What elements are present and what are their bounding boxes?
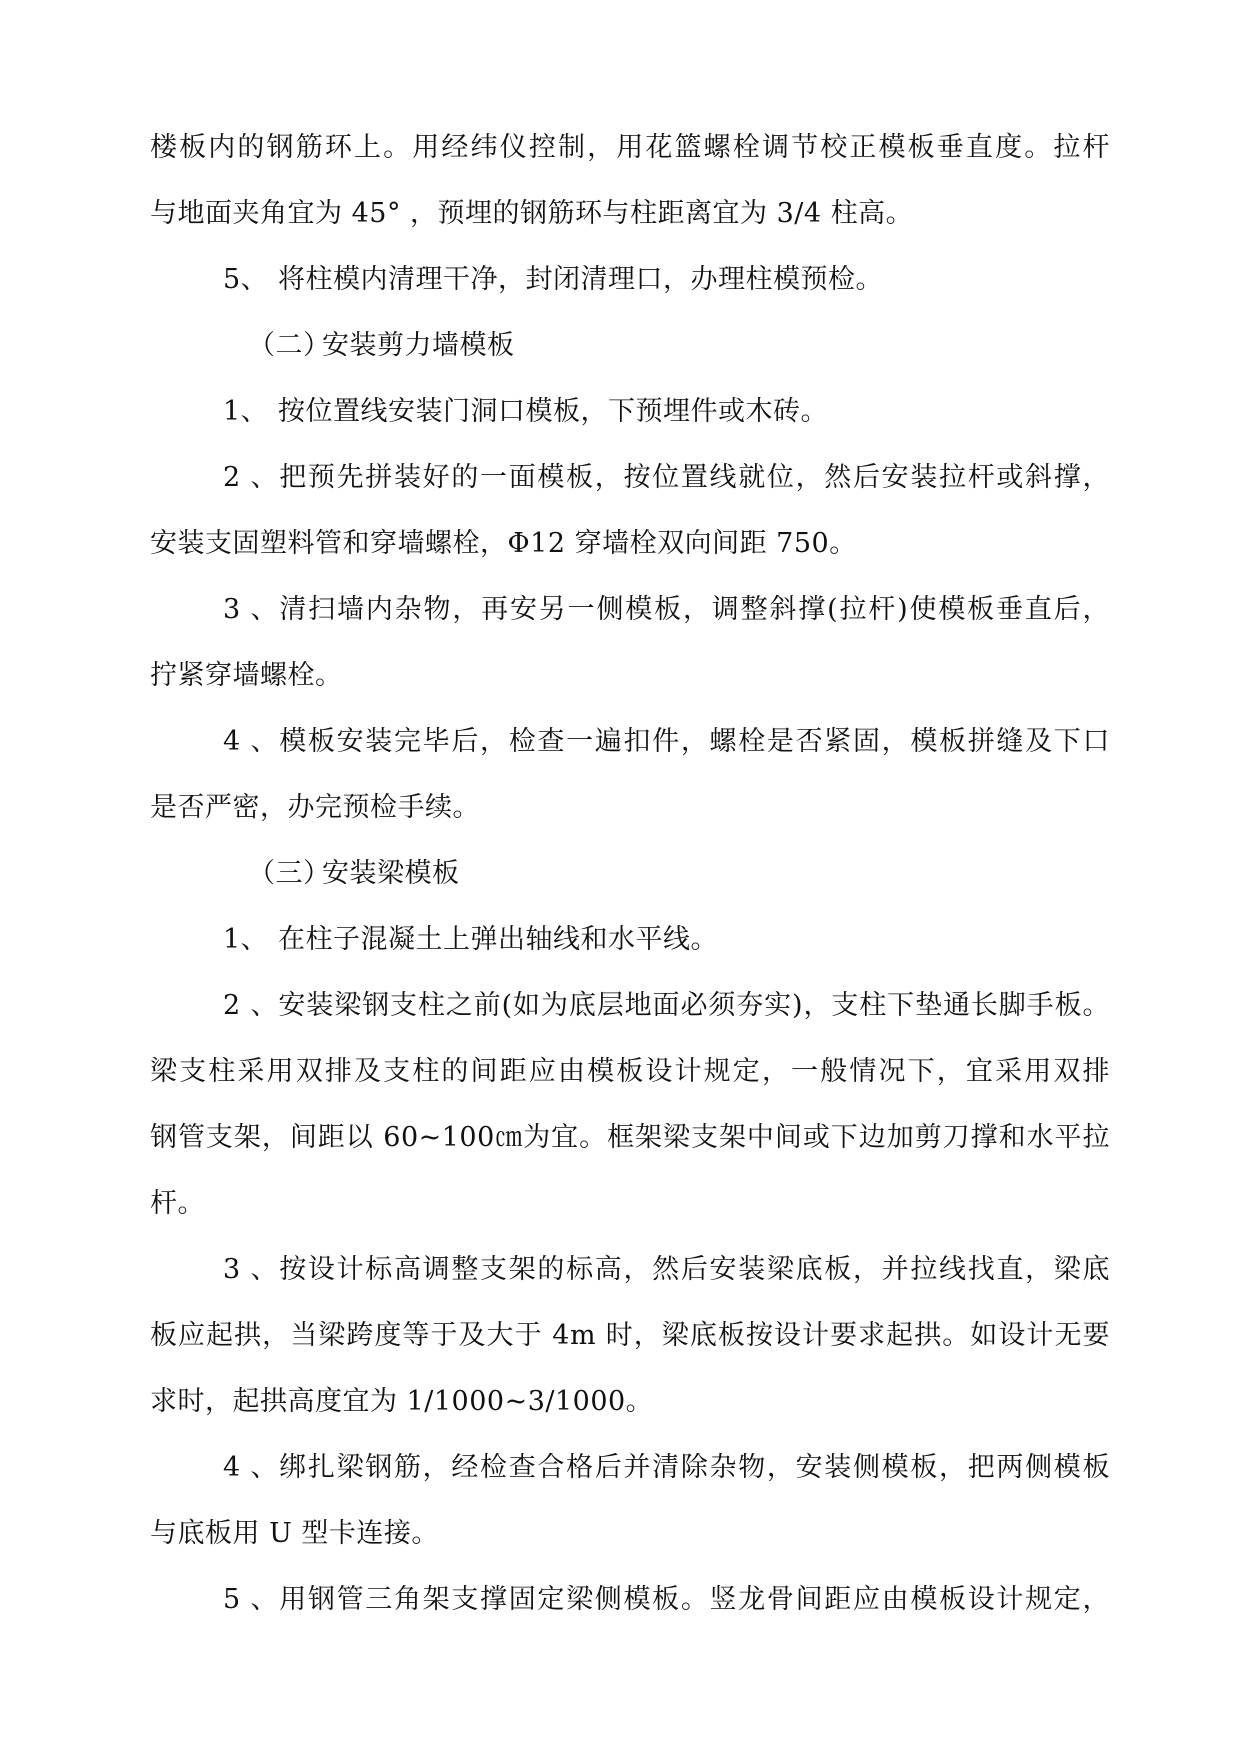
paragraph-line-19: 板应起拱，当梁跨度等于及大于 4m 时，梁底板按设计要求起拱。如设计无要 [150, 1320, 1110, 1351]
paragraph-line-2: 与地面夹角宜为 45° ，预埋的钢筋环与柱距离宜为 3/4 柱高。 [150, 198, 914, 229]
paragraph-line-20: 求时，起拱高度宜为 1/1000~3/1000。 [150, 1386, 654, 1417]
list-item-3-wall: 3、清扫墙内杂物，再安另一侧模板，调整斜撑(拉杆)使模板垂直后， [223, 594, 1110, 625]
list-item-1-wall: 1、 按位置线安装门洞口模板，下预埋件或木砖。 [223, 396, 828, 427]
paragraph-line-17: 杆。 [150, 1188, 205, 1219]
list-item-3-beam: 3、按设计标高调整支架的标高，然后安装梁底板，并拉线找直，梁底 [223, 1254, 1110, 1285]
list-item-5-beam: 5、用钢管三角架支撑固定梁侧模板。竖龙骨间距应由模板设计规定， [223, 1584, 1110, 1615]
item-number: 3、 [223, 1254, 278, 1285]
item-number: 1、 [223, 396, 269, 427]
item-number: 2、 [223, 462, 278, 493]
paragraph-line-22: 与底板用 U 型卡连接。 [150, 1518, 439, 1549]
item-number: 5、 [223, 264, 269, 295]
list-item-2-beam: 2、安装梁钢支柱之前(如为底层地面必须夯实)，支柱下垫通长脚手板。 [223, 990, 1110, 1021]
paragraph-line-15: 梁支柱采用双排及支柱的间距应由模板设计规定，一般情况下，宜采用双排 [150, 1056, 1110, 1087]
paragraph-line-7: 安装支固塑料管和穿墙螺栓，Φ12 穿墙栓双向间距 750。 [150, 528, 857, 559]
section-number: （三） [248, 858, 331, 889]
paragraph-line-16: 钢管支架，间距以 60~100㎝为宜。框架梁支架中间或下边加剪刀撑和水平拉 [150, 1122, 1110, 1153]
paragraph-line-11: 是否严密，办完预检手续。 [150, 792, 480, 823]
item-number: 3、 [223, 594, 278, 625]
list-item-2-wall: 2、把预先拼装好的一面模板，按位置线就位，然后安装拉杆或斜撑， [223, 462, 1110, 493]
section-number: （二） [248, 330, 331, 361]
list-item-1-beam: 1、 在柱子混凝土上弹出轴线和水平线。 [223, 924, 718, 955]
item-number: 5、 [223, 1584, 278, 1615]
item-number: 4、 [223, 1452, 278, 1483]
list-item-4-wall: 4、模板安装完毕后，检查一遍扣件，螺栓是否紧固，模板拼缝及下口 [223, 726, 1110, 757]
item-number: 4、 [223, 726, 278, 757]
section-heading-shear-wall: （二）安装剪力墙模板 [248, 330, 515, 361]
paragraph-line-9: 拧紧穿墙螺栓。 [150, 660, 343, 691]
list-item-5-column: 5、 将柱模内清理干净，封闭清理口，办理柱模预检。 [223, 264, 883, 295]
item-number: 1、 [223, 924, 269, 955]
list-item-4-beam: 4、绑扎梁钢筋，经检查合格后并清除杂物，安装侧模板，把两侧模板 [223, 1452, 1110, 1483]
paragraph-line-1: 楼板内的钢筋环上。用经纬仪控制，用花篮螺栓调节校正模板垂直度。拉杆 [150, 132, 1110, 163]
section-heading-beam: （三）安装梁模板 [248, 858, 460, 889]
item-number: 2、 [223, 990, 278, 1021]
